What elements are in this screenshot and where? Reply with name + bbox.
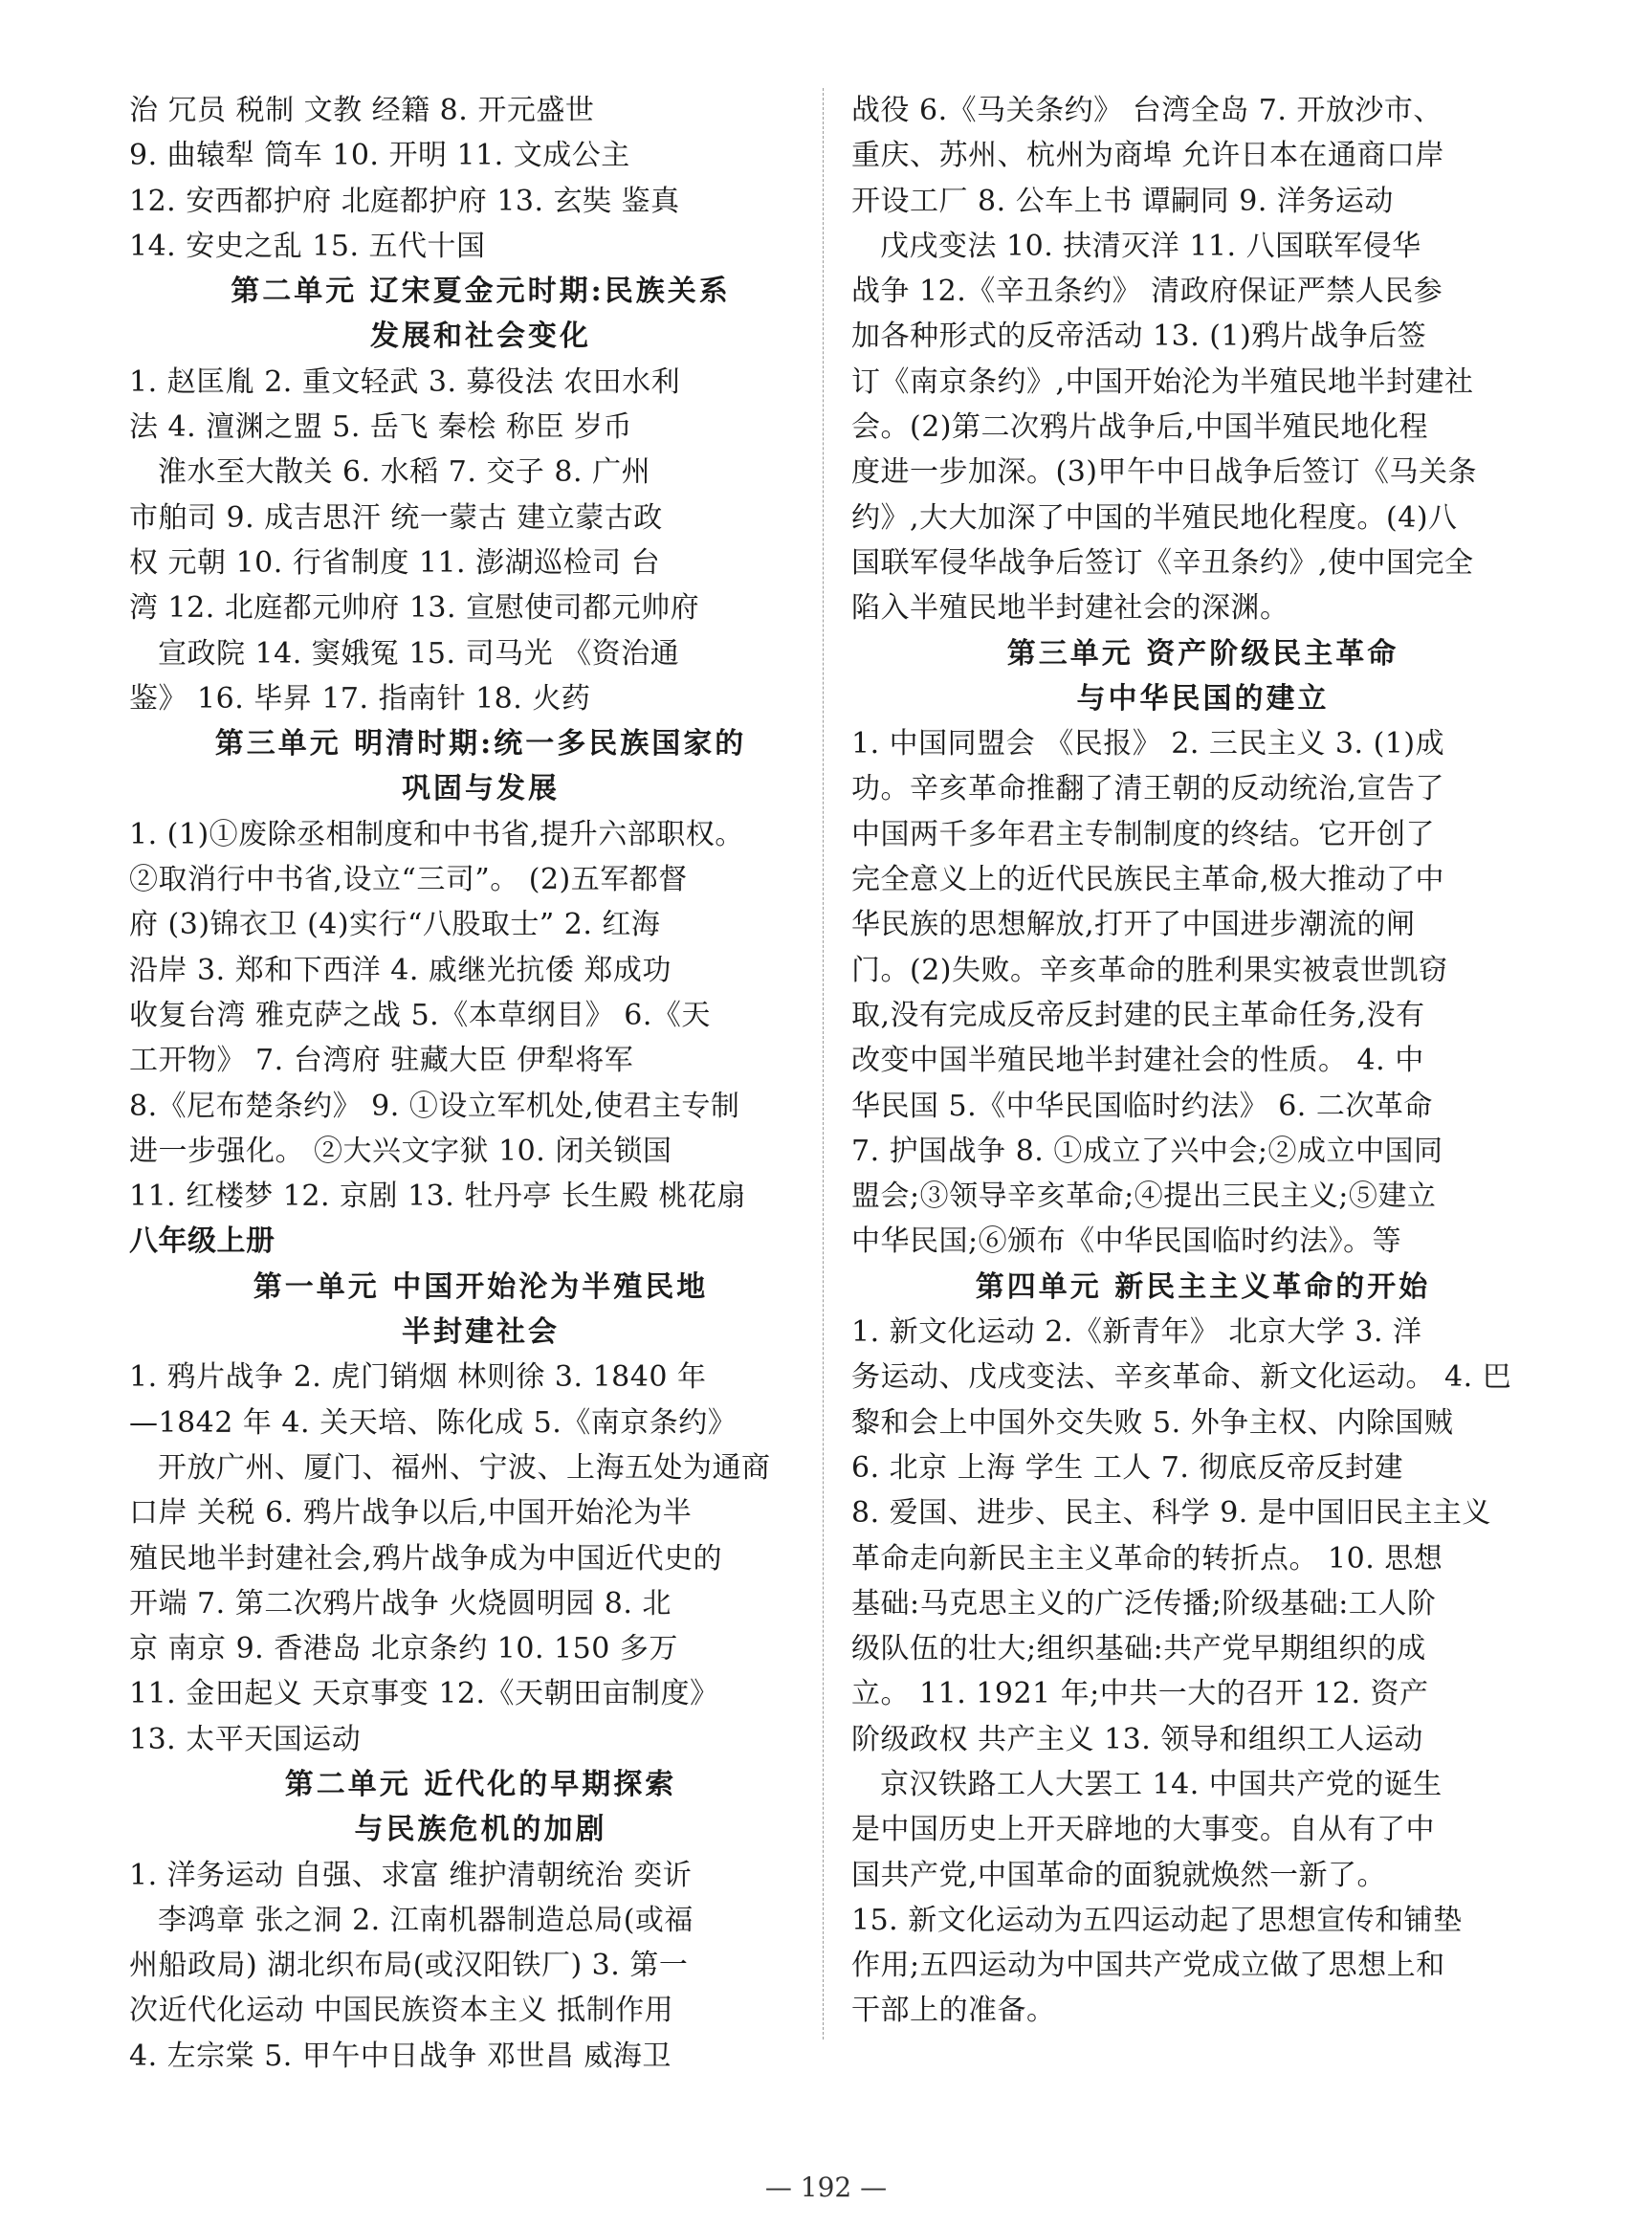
answer-line: —1842 年 4. 关天培、陈化成 5.《南京条约》 [129,1405,738,1440]
section-heading: 第一单元 中国开始沦为半殖民地 [253,1269,709,1304]
grade-heading: 八年级上册 [129,1224,275,1259]
answer-line: 收复台湾 雅克萨之战 5.《本草纲目》 6.《天 [129,998,711,1032]
answer-line: 4. 左宗棠 5. 甲午中日战争 邓世昌 威海卫 [129,2039,672,2073]
answer-line: 级队伍的壮大;组织基础:共产党早期组织的成 [851,1632,1426,1666]
answer-line: 李鸿章 张之洞 2. 江南机器制造总局(或福 [158,1903,694,1937]
answer-line: 陷入半殖民地半封建社会的深渊。 [851,591,1289,626]
answer-line: 京 南京 9. 香港岛 北京条约 10. 150 多万 [129,1632,678,1666]
answer-line: 国共产党,中国革命的面貌就焕然一新了。 [851,1858,1387,1892]
answer-line: 权 元朝 10. 行省制度 11. 澎湖巡检司 台 [129,545,661,580]
answer-line: 订《南京条约》,中国开始沦为半殖民地半封建社 [851,364,1474,399]
answer-line: 沿岸 3. 郑和下西洋 4. 戚继光抗倭 郑成功 [129,953,672,987]
answer-line: 完全意义上的近代民族民主革命,极大推动了中 [851,863,1445,897]
answer-line: 殖民地半封建社会,鸦片战争成为中国近代史的 [129,1541,723,1576]
section-heading: 与民族危机的加剧 [354,1813,607,1847]
answer-line: 鉴》 16. 毕昇 17. 指南针 18. 火药 [129,681,591,716]
answer-line: 盟会;③领导辛亥革命;④提出三民主义;⑤建立 [851,1180,1437,1214]
answer-line: 作用;五四运动为中国共产党成立做了思想上和 [851,1949,1445,1983]
section-heading: 与中华民国的建立 [1076,681,1330,716]
answer-line: 府 (3)锦衣卫 (4)实行“八股取士” 2. 红海 [129,908,661,942]
section-heading: 第二单元 辽宋夏金元时期:民族关系 [231,275,731,309]
answer-line: 功。辛亥革命推翻了清王朝的反动统治,宣告了 [851,772,1445,806]
section-heading: 半封建社会 [402,1315,560,1350]
left-column [129,88,832,2079]
answer-line: 淮水至大散关 6. 水稻 7. 交子 8. 广州 [158,455,651,490]
answer-line: 11. 红楼梦 12. 京剧 13. 牡丹亭 长生殿 桃花扇 [129,1180,746,1214]
answer-line: 门。(2)失败。辛亥革命的胜利果实被袁世凯窃 [851,953,1448,987]
answer-line: 约》,大大加深了中国的半殖民地化程度。(4)八 [851,500,1458,535]
answer-line: 13. 太平天国运动 [129,1722,362,1756]
answer-line: 开设工厂 8. 公车上书 谭嗣同 9. 洋务运动 [851,184,1394,218]
answer-line: 11. 金田起义 天京事变 12.《天朝田亩制度》 [129,1677,719,1711]
answer-line: 阶级政权 共产主义 13. 领导和组织工人运动 [851,1722,1423,1756]
answer-line: 重庆、苏州、杭州为商埠 允许日本在通商口岸 [851,139,1445,173]
answer-line: 9. 曲辕犁 筒车 10. 开明 11. 文成公主 [129,139,630,173]
answer-line: 华民国 5.《中华民国临时约法》 6. 二次革命 [851,1089,1433,1123]
answer-line: 1. 赵匡胤 2. 重文轻武 3. 募役法 农田水利 [129,364,681,399]
answer-line: 州船政局) 湖北织布局(或汉阳铁厂) 3. 第一 [129,1949,689,1983]
answer-line: 治 冗员 税制 文教 经籍 8. 开元盛世 [129,94,595,127]
answer-line: 京汉铁路工人大罢工 14. 中国共产党的诞生 [880,1767,1443,1801]
answer-line: 革命走向新民主主义革命的转折点。 10. 思想 [851,1541,1443,1576]
answer-line: 进一步强化。 ②大兴文字狱 10. 闭关锁国 [129,1134,672,1168]
answer-line: 工开物》 7. 台湾府 驻藏大臣 伊犁将军 [129,1044,634,1078]
section-heading: 巩固与发展 [402,772,560,806]
answer-line: 8.《尼布楚条约》 9. ①设立军机处,使君主专制 [129,1089,740,1123]
answer-line: 会。(2)第二次鸦片战争后,中国半殖民地化程 [851,410,1429,445]
answer-line: 法 4. 澶渊之盟 5. 岳飞 秦桧 称臣 岁币 [129,410,632,445]
answer-line: 1. 中国同盟会 《民报》 2. 三民主义 3. (1)成 [851,727,1445,761]
answer-line: 次近代化运动 中国民族资本主义 抵制作用 [129,1994,674,2028]
answer-line: 湾 12. 北庭都元帅府 13. 宣慰使司都元帅府 [129,591,700,626]
answer-line: 12. 安西都护府 北庭都护府 13. 玄奘 鉴真 [129,184,680,218]
answer-line: 15. 新文化运动为五四运动起了思想宣传和铺垫 [851,1903,1463,1937]
answer-line: 华民族的思想解放,打开了中国进步潮流的闸 [851,908,1416,942]
right-column [851,88,1554,2034]
answer-line: ②取消行中书省,设立“三司”。 (2)五军都督 [129,863,688,897]
answer-line: 国联军侵华战争后签订《辛丑条约》,使中国完全 [851,545,1474,580]
answer-line: 中国两千多年君主专制制度的终结。它开创了 [851,817,1435,851]
answer-line: 务运动、戊戌变法、辛亥革命、新文化运动。 4. 巴 [851,1360,1512,1395]
answer-line: 战争 12.《辛丑条约》 清政府保证严禁人民参 [851,275,1443,309]
answer-line: 加各种形式的反帝活动 13. (1)鸦片战争后签 [851,320,1427,354]
answer-line: 改变中国半殖民地半封建社会的性质。 4. 中 [851,1044,1424,1078]
answer-line: 1. 洋务运动 自强、求富 维护清朝统治 奕䜣 [129,1858,693,1892]
section-heading: 第二单元 近代化的早期探索 [284,1767,677,1801]
answer-line: 是中国历史上开天辟地的大事变。自从有了中 [851,1813,1435,1847]
answer-line: 14. 安史之乱 15. 五代十国 [129,229,486,263]
answer-line: 中华民国;⑥颁布《中华民国临时约法》。等 [851,1224,1402,1259]
answer-line: 度进一步加深。(3)甲午中日战争后签订《马关条 [851,455,1477,490]
answer-line: 1. 新文化运动 2.《新青年》 北京大学 3. 洋 [851,1315,1422,1350]
answer-line: 基础:马克思主义的广泛传播;阶级基础:工人阶 [851,1586,1437,1621]
answer-line: 1. 鸦片战争 2. 虎门销烟 林则徐 3. 1840 年 [129,1360,707,1395]
answer-line: 7. 护国战争 8. ①成立了兴中会;②成立中国同 [851,1134,1443,1168]
answer-line: 开放广州、厦门、福州、宁波、上海五处为通商 [158,1450,771,1485]
column-divider [823,88,824,2040]
answer-line: 1. (1)①废除丞相制度和中书省,提升六部职权。 [129,817,744,851]
answer-line: 战役 6.《马关条约》 台湾全岛 7. 开放沙市、 [851,94,1443,127]
section-heading: 发展和社会变化 [370,320,591,354]
page-number: — 192 — [764,2172,888,2203]
answer-line: 取,没有完成反帝反封建的民主革命任务,没有 [851,998,1425,1032]
answer-line: 口岸 关税 6. 鸦片战争以后,中国开始沦为半 [129,1496,693,1531]
answer-line: 戊戌变法 10. 扶清灭洋 11. 八国联军侵华 [880,229,1421,263]
answer-line: 宣政院 14. 窦娥冤 15. 司马光 《资治通 [158,636,680,671]
answer-line: 6. 北京 上海 学生 工人 7. 彻底反帝反封建 [851,1450,1403,1485]
answer-line: 黎和会上中国外交失败 5. 外争主权、内除国贼 [851,1405,1454,1440]
section-heading: 第三单元 明清时期:统一多民族国家的 [214,727,747,761]
section-heading: 第四单元 新民主主义革命的开始 [975,1269,1431,1304]
section-heading: 第三单元 资产阶级民主革命 [1006,636,1399,671]
answer-line: 立。 11. 1921 年;中共一大的召开 12. 资产 [851,1677,1429,1711]
answer-line: 开端 7. 第二次鸦片战争 火烧圆明园 8. 北 [129,1586,672,1621]
answer-line: 8. 爱国、进步、民主、科学 9. 是中国旧民主主义 [851,1496,1491,1531]
answer-line: 市舶司 9. 成吉思汗 统一蒙古 建立蒙古政 [129,500,663,535]
answer-line: 干部上的准备。 [851,1994,1056,2028]
